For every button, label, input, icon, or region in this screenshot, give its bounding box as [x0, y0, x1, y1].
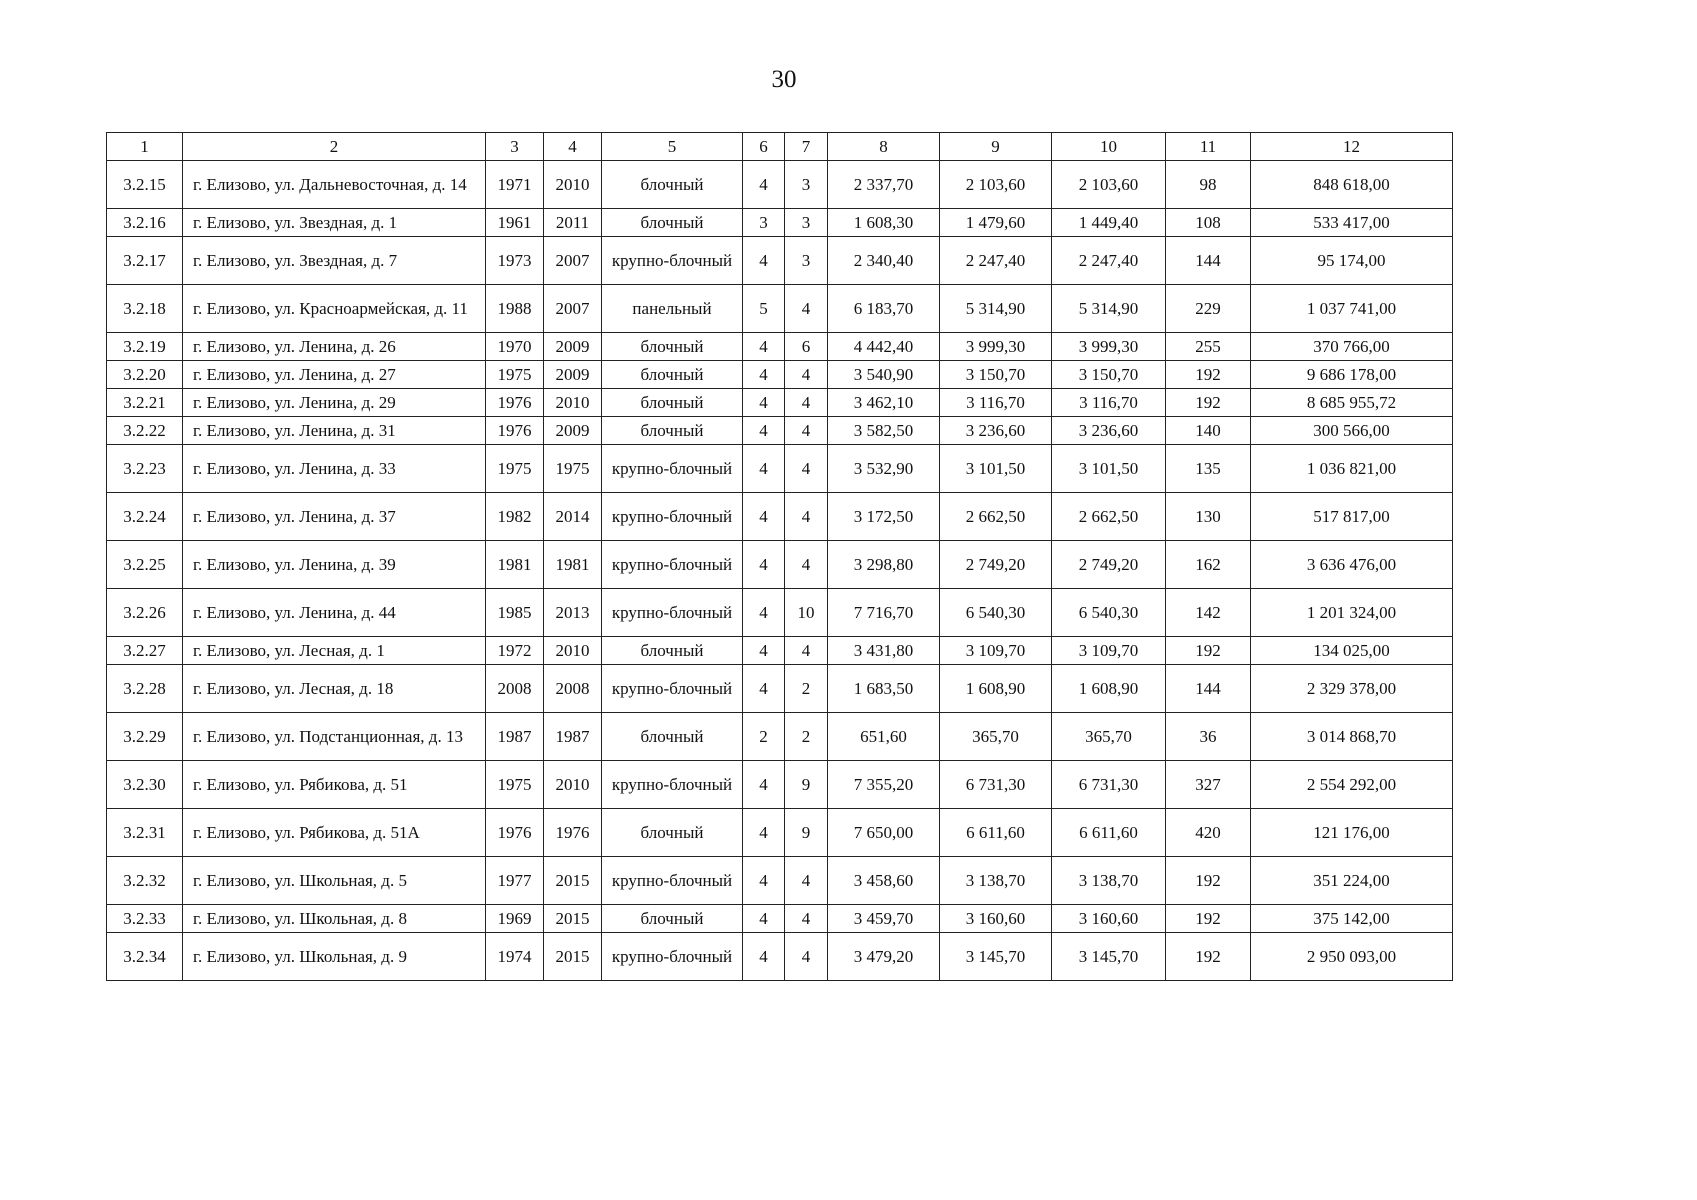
- table-row: [107, 809, 1453, 857]
- residential-area-cell: 3 236,60: [1052, 417, 1166, 445]
- table-row: [107, 161, 1453, 209]
- residents-cell: 192: [1166, 637, 1251, 665]
- residents-cell: 192: [1166, 857, 1251, 905]
- column-number: 2: [183, 133, 486, 161]
- entrances-cell: 4: [785, 493, 828, 541]
- living-area-cell: 2 247,40: [940, 237, 1052, 285]
- floors-cell: 4: [743, 417, 785, 445]
- repair-year-cell: 2007: [544, 285, 602, 333]
- entrances-cell: 9: [785, 809, 828, 857]
- residents-cell: 108: [1166, 209, 1251, 237]
- item-number-cell: 3.2.16: [107, 209, 183, 237]
- item-number-cell: 3.2.32: [107, 857, 183, 905]
- total-area-cell: 3 298,80: [828, 541, 940, 589]
- amount-cell: 3 636 476,00: [1251, 541, 1453, 589]
- residents-cell: 142: [1166, 589, 1251, 637]
- living-area-cell: 365,70: [940, 713, 1052, 761]
- address-cell: г. Елизово, ул. Красноармейская, д. 11: [183, 285, 486, 333]
- repair-year-cell: 2015: [544, 933, 602, 981]
- total-area-cell: 4 442,40: [828, 333, 940, 361]
- residential-area-cell: 365,70: [1052, 713, 1166, 761]
- address-cell: г. Елизово, ул. Звездная, д. 1: [183, 209, 486, 237]
- floors-cell: 3: [743, 209, 785, 237]
- total-area-cell: 6 183,70: [828, 285, 940, 333]
- entrances-cell: 9: [785, 761, 828, 809]
- total-area-cell: 3 532,90: [828, 445, 940, 493]
- repair-year-cell: 1976: [544, 809, 602, 857]
- residents-cell: 36: [1166, 713, 1251, 761]
- built-year-cell: 1974: [486, 933, 544, 981]
- residential-area-cell: 3 101,50: [1052, 445, 1166, 493]
- living-area-cell: 2 749,20: [940, 541, 1052, 589]
- built-year-cell: 1975: [486, 445, 544, 493]
- floors-cell: 4: [743, 389, 785, 417]
- total-area-cell: 3 459,70: [828, 905, 940, 933]
- built-year-cell: 1975: [486, 361, 544, 389]
- repair-year-cell: 1975: [544, 445, 602, 493]
- entrances-cell: 4: [785, 445, 828, 493]
- built-year-cell: 1976: [486, 809, 544, 857]
- entrances-cell: 10: [785, 589, 828, 637]
- built-year-cell: 1988: [486, 285, 544, 333]
- entrances-cell: 4: [785, 857, 828, 905]
- living-area-cell: 3 138,70: [940, 857, 1052, 905]
- residents-cell: 144: [1166, 237, 1251, 285]
- item-number-cell: 3.2.24: [107, 493, 183, 541]
- floors-cell: 4: [743, 933, 785, 981]
- entrances-cell: 2: [785, 665, 828, 713]
- address-cell: г. Елизово, ул. Рябикова, д. 51А: [183, 809, 486, 857]
- living-area-cell: 3 101,50: [940, 445, 1052, 493]
- floors-cell: 4: [743, 445, 785, 493]
- entrances-cell: 4: [785, 417, 828, 445]
- column-number: 11: [1166, 133, 1251, 161]
- address-cell: г. Елизово, ул. Школьная, д. 5: [183, 857, 486, 905]
- wall-material-cell: блочный: [602, 713, 743, 761]
- wall-material-cell: блочный: [602, 637, 743, 665]
- table-row: [107, 857, 1453, 905]
- repair-year-cell: 2011: [544, 209, 602, 237]
- address-cell: г. Елизово, ул. Лесная, д. 1: [183, 637, 486, 665]
- built-year-cell: 1973: [486, 237, 544, 285]
- table-row: [107, 333, 1453, 361]
- amount-cell: 2 950 093,00: [1251, 933, 1453, 981]
- residents-cell: 130: [1166, 493, 1251, 541]
- repair-year-cell: 2007: [544, 237, 602, 285]
- amount-cell: 375 142,00: [1251, 905, 1453, 933]
- wall-material-cell: блочный: [602, 389, 743, 417]
- address-cell: г. Елизово, ул. Школьная, д. 8: [183, 905, 486, 933]
- amount-cell: 9 686 178,00: [1251, 361, 1453, 389]
- table-row: [107, 933, 1453, 981]
- built-year-cell: 1977: [486, 857, 544, 905]
- address-cell: г. Елизово, ул. Ленина, д. 27: [183, 361, 486, 389]
- wall-material-cell: крупно-блочный: [602, 857, 743, 905]
- address-cell: г. Елизово, ул. Школьная, д. 9: [183, 933, 486, 981]
- entrances-cell: 3: [785, 209, 828, 237]
- table-row: [107, 493, 1453, 541]
- residential-area-cell: 2 247,40: [1052, 237, 1166, 285]
- amount-cell: 2 329 378,00: [1251, 665, 1453, 713]
- entrances-cell: 4: [785, 933, 828, 981]
- entrances-cell: 3: [785, 237, 828, 285]
- residents-cell: 192: [1166, 933, 1251, 981]
- residents-cell: 255: [1166, 333, 1251, 361]
- residential-area-cell: 3 150,70: [1052, 361, 1166, 389]
- amount-cell: 351 224,00: [1251, 857, 1453, 905]
- residential-area-cell: 3 138,70: [1052, 857, 1166, 905]
- residents-cell: 420: [1166, 809, 1251, 857]
- amount-cell: 121 176,00: [1251, 809, 1453, 857]
- living-area-cell: 5 314,90: [940, 285, 1052, 333]
- total-area-cell: 651,60: [828, 713, 940, 761]
- residential-area-cell: 6 611,60: [1052, 809, 1166, 857]
- item-number-cell: 3.2.15: [107, 161, 183, 209]
- wall-material-cell: крупно-блочный: [602, 493, 743, 541]
- item-number-cell: 3.2.34: [107, 933, 183, 981]
- wall-material-cell: крупно-блочный: [602, 933, 743, 981]
- residents-cell: 229: [1166, 285, 1251, 333]
- item-number-cell: 3.2.28: [107, 665, 183, 713]
- repair-year-cell: 2009: [544, 361, 602, 389]
- amount-cell: 1 201 324,00: [1251, 589, 1453, 637]
- repair-year-cell: 1987: [544, 713, 602, 761]
- total-area-cell: 1 683,50: [828, 665, 940, 713]
- living-area-cell: 3 999,30: [940, 333, 1052, 361]
- residents-cell: 140: [1166, 417, 1251, 445]
- amount-cell: 3 014 868,70: [1251, 713, 1453, 761]
- item-number-cell: 3.2.25: [107, 541, 183, 589]
- total-area-cell: 3 462,10: [828, 389, 940, 417]
- total-area-cell: 3 458,60: [828, 857, 940, 905]
- table-row: [107, 761, 1453, 809]
- built-year-cell: 1981: [486, 541, 544, 589]
- total-area-cell: 3 431,80: [828, 637, 940, 665]
- floors-cell: 4: [743, 493, 785, 541]
- entrances-cell: 2: [785, 713, 828, 761]
- column-number: 4: [544, 133, 602, 161]
- address-cell: г. Елизово, ул. Ленина, д. 31: [183, 417, 486, 445]
- built-year-cell: 1985: [486, 589, 544, 637]
- residential-area-cell: 2 749,20: [1052, 541, 1166, 589]
- residential-area-cell: 2 103,60: [1052, 161, 1166, 209]
- built-year-cell: 1982: [486, 493, 544, 541]
- living-area-cell: 6 611,60: [940, 809, 1052, 857]
- living-area-cell: 3 116,70: [940, 389, 1052, 417]
- amount-cell: 300 566,00: [1251, 417, 1453, 445]
- residential-area-cell: 6 731,30: [1052, 761, 1166, 809]
- repair-year-cell: 2008: [544, 665, 602, 713]
- wall-material-cell: крупно-блочный: [602, 237, 743, 285]
- item-number-cell: 3.2.23: [107, 445, 183, 493]
- entrances-cell: 4: [785, 637, 828, 665]
- total-area-cell: 3 172,50: [828, 493, 940, 541]
- built-year-cell: 1976: [486, 417, 544, 445]
- total-area-cell: 2 340,40: [828, 237, 940, 285]
- item-number-cell: 3.2.27: [107, 637, 183, 665]
- address-cell: г. Елизово, ул. Подстанционная, д. 13: [183, 713, 486, 761]
- residential-area-cell: 1 608,90: [1052, 665, 1166, 713]
- total-area-cell: 3 582,50: [828, 417, 940, 445]
- repair-year-cell: 2013: [544, 589, 602, 637]
- table-row: [107, 209, 1453, 237]
- column-number: 7: [785, 133, 828, 161]
- built-year-cell: 1972: [486, 637, 544, 665]
- residential-area-cell: 3 116,70: [1052, 389, 1166, 417]
- item-number-cell: 3.2.22: [107, 417, 183, 445]
- residential-area-cell: 6 540,30: [1052, 589, 1166, 637]
- item-number-cell: 3.2.33: [107, 905, 183, 933]
- wall-material-cell: крупно-блочный: [602, 761, 743, 809]
- column-number-row: [107, 133, 1453, 161]
- table-row: [107, 905, 1453, 933]
- address-cell: г. Елизово, ул. Рябикова, д. 51: [183, 761, 486, 809]
- item-number-cell: 3.2.20: [107, 361, 183, 389]
- wall-material-cell: панельный: [602, 285, 743, 333]
- entrances-cell: 4: [785, 361, 828, 389]
- table-row: [107, 285, 1453, 333]
- entrances-cell: 4: [785, 285, 828, 333]
- living-area-cell: 3 150,70: [940, 361, 1052, 389]
- column-number: 3: [486, 133, 544, 161]
- table-row: [107, 541, 1453, 589]
- repair-year-cell: 2010: [544, 637, 602, 665]
- wall-material-cell: блочный: [602, 361, 743, 389]
- column-number: 9: [940, 133, 1052, 161]
- floors-cell: 5: [743, 285, 785, 333]
- address-cell: г. Елизово, ул. Ленина, д. 44: [183, 589, 486, 637]
- wall-material-cell: блочный: [602, 809, 743, 857]
- total-area-cell: 7 716,70: [828, 589, 940, 637]
- residential-area-cell: 2 662,50: [1052, 493, 1166, 541]
- entrances-cell: 4: [785, 541, 828, 589]
- living-area-cell: 3 160,60: [940, 905, 1052, 933]
- repair-year-cell: 2010: [544, 161, 602, 209]
- residents-cell: 192: [1166, 389, 1251, 417]
- table-row: [107, 665, 1453, 713]
- repair-year-cell: 2014: [544, 493, 602, 541]
- total-area-cell: 2 337,70: [828, 161, 940, 209]
- floors-cell: 4: [743, 161, 785, 209]
- amount-cell: 134 025,00: [1251, 637, 1453, 665]
- floors-cell: 4: [743, 665, 785, 713]
- floors-cell: 2: [743, 713, 785, 761]
- living-area-cell: 3 236,60: [940, 417, 1052, 445]
- wall-material-cell: крупно-блочный: [602, 589, 743, 637]
- total-area-cell: 3 479,20: [828, 933, 940, 981]
- address-cell: г. Елизово, ул. Ленина, д. 29: [183, 389, 486, 417]
- floors-cell: 4: [743, 361, 785, 389]
- built-year-cell: 1961: [486, 209, 544, 237]
- residents-cell: 192: [1166, 905, 1251, 933]
- built-year-cell: 1976: [486, 389, 544, 417]
- residential-area-cell: 3 160,60: [1052, 905, 1166, 933]
- residential-area-cell: 1 449,40: [1052, 209, 1166, 237]
- table-row: [107, 589, 1453, 637]
- total-area-cell: 3 540,90: [828, 361, 940, 389]
- address-cell: г. Елизово, ул. Звездная, д. 7: [183, 237, 486, 285]
- address-cell: г. Елизово, ул. Ленина, д. 39: [183, 541, 486, 589]
- amount-cell: 2 554 292,00: [1251, 761, 1453, 809]
- amount-cell: 8 685 955,72: [1251, 389, 1453, 417]
- residents-cell: 98: [1166, 161, 1251, 209]
- built-year-cell: 2008: [486, 665, 544, 713]
- residential-area-cell: 3 145,70: [1052, 933, 1166, 981]
- item-number-cell: 3.2.19: [107, 333, 183, 361]
- living-area-cell: 2 662,50: [940, 493, 1052, 541]
- living-area-cell: 3 109,70: [940, 637, 1052, 665]
- amount-cell: 1 036 821,00: [1251, 445, 1453, 493]
- total-area-cell: 7 355,20: [828, 761, 940, 809]
- address-cell: г. Елизово, ул. Ленина, д. 26: [183, 333, 486, 361]
- item-number-cell: 3.2.29: [107, 713, 183, 761]
- wall-material-cell: блочный: [602, 905, 743, 933]
- floors-cell: 4: [743, 589, 785, 637]
- residents-cell: 162: [1166, 541, 1251, 589]
- column-number: 1: [107, 133, 183, 161]
- wall-material-cell: крупно-блочный: [602, 541, 743, 589]
- floors-cell: 4: [743, 541, 785, 589]
- entrances-cell: 3: [785, 161, 828, 209]
- living-area-cell: 1 479,60: [940, 209, 1052, 237]
- repair-year-cell: 2015: [544, 905, 602, 933]
- page-number: 30: [771, 66, 797, 93]
- residential-area-cell: 3 109,70: [1052, 637, 1166, 665]
- residents-cell: 144: [1166, 665, 1251, 713]
- living-area-cell: 3 145,70: [940, 933, 1052, 981]
- table-body: [107, 133, 1453, 981]
- residential-area-cell: 5 314,90: [1052, 285, 1166, 333]
- built-year-cell: 1987: [486, 713, 544, 761]
- column-number: 5: [602, 133, 743, 161]
- amount-cell: 95 174,00: [1251, 237, 1453, 285]
- total-area-cell: 1 608,30: [828, 209, 940, 237]
- column-number: 6: [743, 133, 785, 161]
- wall-material-cell: крупно-блочный: [602, 665, 743, 713]
- living-area-cell: 6 731,30: [940, 761, 1052, 809]
- entrances-cell: 4: [785, 905, 828, 933]
- column-number: 10: [1052, 133, 1166, 161]
- floors-cell: 4: [743, 237, 785, 285]
- residents-cell: 327: [1166, 761, 1251, 809]
- item-number-cell: 3.2.21: [107, 389, 183, 417]
- address-cell: г. Елизово, ул. Лесная, д. 18: [183, 665, 486, 713]
- amount-cell: 848 618,00: [1251, 161, 1453, 209]
- entrances-cell: 6: [785, 333, 828, 361]
- repair-year-cell: 2015: [544, 857, 602, 905]
- column-number: 12: [1251, 133, 1453, 161]
- floors-cell: 4: [743, 857, 785, 905]
- column-number: 8: [828, 133, 940, 161]
- table-row: [107, 637, 1453, 665]
- floors-cell: 4: [743, 905, 785, 933]
- table-row: [107, 361, 1453, 389]
- amount-cell: 370 766,00: [1251, 333, 1453, 361]
- living-area-cell: 1 608,90: [940, 665, 1052, 713]
- table-row: [107, 417, 1453, 445]
- repair-year-cell: 2009: [544, 333, 602, 361]
- built-year-cell: 1971: [486, 161, 544, 209]
- repair-year-cell: 1981: [544, 541, 602, 589]
- residential-area-cell: 3 999,30: [1052, 333, 1166, 361]
- table-row: [107, 389, 1453, 417]
- amount-cell: 1 037 741,00: [1251, 285, 1453, 333]
- repair-year-cell: 2010: [544, 389, 602, 417]
- floors-cell: 4: [743, 333, 785, 361]
- residents-cell: 192: [1166, 361, 1251, 389]
- floors-cell: 4: [743, 637, 785, 665]
- address-cell: г. Елизово, ул. Ленина, д. 37: [183, 493, 486, 541]
- living-area-cell: 2 103,60: [940, 161, 1052, 209]
- item-number-cell: 3.2.31: [107, 809, 183, 857]
- table-row: [107, 445, 1453, 493]
- built-year-cell: 1969: [486, 905, 544, 933]
- table-row: [107, 713, 1453, 761]
- floors-cell: 4: [743, 809, 785, 857]
- repair-year-cell: 2009: [544, 417, 602, 445]
- floors-cell: 4: [743, 761, 785, 809]
- total-area-cell: 7 650,00: [828, 809, 940, 857]
- item-number-cell: 3.2.18: [107, 285, 183, 333]
- wall-material-cell: блочный: [602, 161, 743, 209]
- wall-material-cell: крупно-блочный: [602, 445, 743, 493]
- housing-registry-table: [106, 132, 1453, 981]
- wall-material-cell: блочный: [602, 417, 743, 445]
- amount-cell: 517 817,00: [1251, 493, 1453, 541]
- address-cell: г. Елизово, ул. Дальневосточная, д. 14: [183, 161, 486, 209]
- wall-material-cell: блочный: [602, 209, 743, 237]
- residents-cell: 135: [1166, 445, 1251, 493]
- built-year-cell: 1970: [486, 333, 544, 361]
- repair-year-cell: 2010: [544, 761, 602, 809]
- entrances-cell: 4: [785, 389, 828, 417]
- wall-material-cell: блочный: [602, 333, 743, 361]
- amount-cell: 533 417,00: [1251, 209, 1453, 237]
- built-year-cell: 1975: [486, 761, 544, 809]
- living-area-cell: 6 540,30: [940, 589, 1052, 637]
- table-row: [107, 237, 1453, 285]
- item-number-cell: 3.2.17: [107, 237, 183, 285]
- address-cell: г. Елизово, ул. Ленина, д. 33: [183, 445, 486, 493]
- item-number-cell: 3.2.30: [107, 761, 183, 809]
- item-number-cell: 3.2.26: [107, 589, 183, 637]
